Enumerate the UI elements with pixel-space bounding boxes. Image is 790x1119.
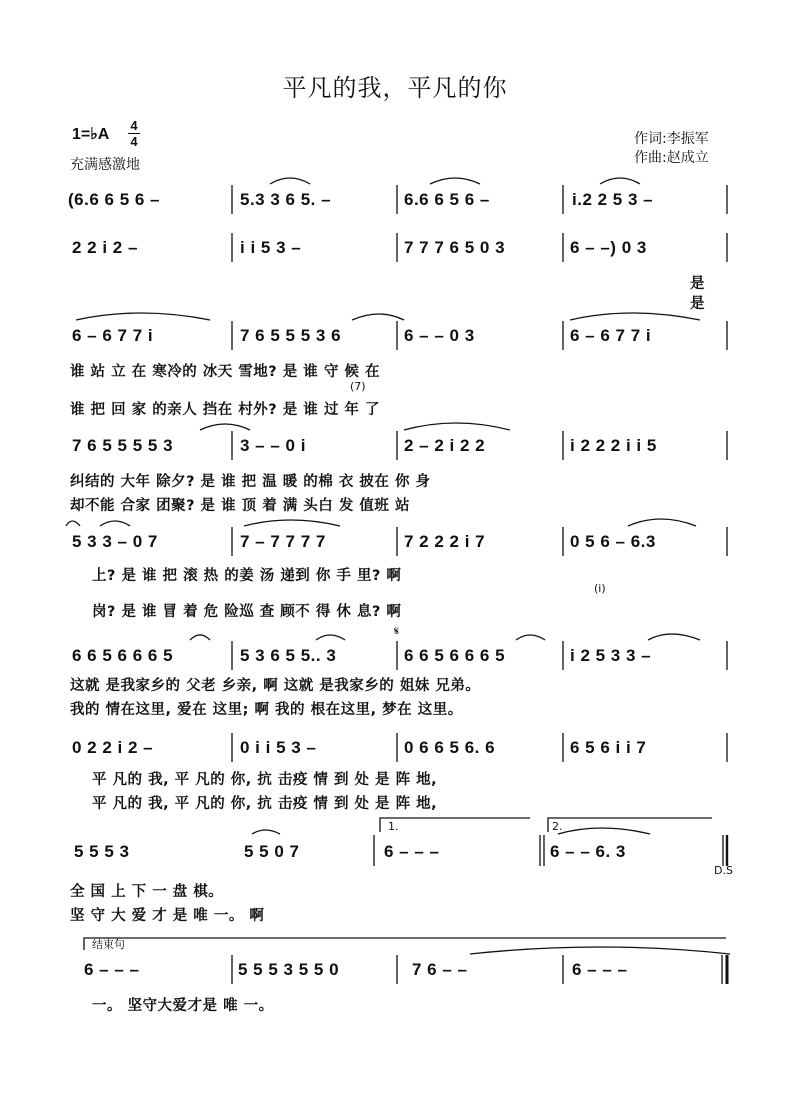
lyric-line-verse2: 却不能 合家 团聚? 是 谁 顶 着 满 头白 发 值班 站	[70, 498, 410, 514]
tie	[600, 178, 640, 184]
measure-notes: 6.6 6 5 6 –	[404, 190, 490, 209]
measure-notes: 2 – 2 i 2 2	[404, 436, 486, 455]
lyric-line-verse2: 谁 把 回 家 的亲人 挡在 村外? 是 谁 过 年 了	[70, 402, 380, 418]
coda-label: 结束句	[92, 938, 125, 951]
measure-notes: 6 – – –	[84, 960, 140, 979]
lyric-line-verse1: 上? 是 谁 把 滚 热 的姜 汤 递到 你 手 里? 啊	[92, 568, 402, 584]
measure-notes: 7 – 7 7 7 7	[240, 532, 326, 551]
measure-notes: 5 3 3 – 0 7	[72, 532, 158, 551]
tie	[352, 314, 404, 320]
measure-notes: 7 7 7 6 5 0 3	[404, 238, 506, 257]
measure-notes: 5 5 5 3 5 5 0	[238, 960, 340, 979]
measure-notes: 3 – – 0 i	[240, 436, 306, 455]
time-signature-top: 4	[130, 118, 138, 133]
measure-notes: i 2 2 2 i i 5	[570, 436, 657, 455]
slur	[404, 423, 510, 430]
lyric-line-verse1: 平 凡的 我, 平 凡的 你, 抗 击疫 情 到 处 是 阵 地,	[92, 772, 438, 788]
slur	[244, 520, 340, 526]
lyricist-credit: 作词:李振军	[634, 131, 709, 147]
measure-notes: 2 2 i 2 –	[72, 238, 138, 257]
tie	[516, 635, 545, 640]
measure-notes: 0 6 6 5 6. 6	[404, 738, 496, 757]
slur	[648, 634, 700, 640]
measure-notes: 7 6 5 5 5 5 3	[72, 436, 174, 455]
measure-notes: i 2 5 3 3 –	[570, 646, 652, 665]
ds-marking: D.S	[714, 864, 733, 877]
measure-notes: 6 – –) 0 3	[570, 238, 647, 257]
segno-icon: 𝄋	[394, 624, 400, 638]
volta-2-bracket	[548, 818, 712, 832]
slur	[558, 828, 650, 834]
slur	[470, 947, 730, 954]
measure-notes: 7 6 – –	[412, 960, 468, 979]
tie	[252, 830, 280, 834]
key-signature: 1=♭A	[72, 126, 110, 143]
lyric-pickup: 是	[690, 276, 705, 292]
measure-notes: 6 5 6 i i 7	[570, 738, 647, 757]
tie	[66, 521, 80, 526]
tie	[100, 521, 130, 526]
measure-notes: 6 – – 0 3	[404, 326, 475, 345]
measure-notes: 0 5 6 – 6.3	[570, 532, 656, 551]
lyric-line-verse2: 我的 情在这里, 爱在 这里; 啊 我的 根在这里, 梦在 这里。	[70, 702, 463, 718]
measure-notes: 5.3 3 6 5. –	[240, 190, 332, 209]
lyric-line-verse1: 纠结的 大年 除夕? 是 谁 把 温 暖 的棉 衣 披在 你 身	[70, 474, 431, 490]
lyric-line-verse1: 这就 是我家乡的 父老 乡亲, 啊 这就 是我家乡的 姐妹 兄弟。	[70, 678, 481, 694]
slur	[76, 313, 210, 320]
tie	[430, 178, 480, 184]
tie	[200, 424, 250, 430]
volta-1-bracket	[380, 818, 530, 832]
measure-notes: 6 6 5 6 6 6 5	[72, 646, 174, 665]
lyric-line-verse1: 谁 站 立 在 寒冷的 冰天 雪地? 是 谁 守 候 在	[70, 364, 380, 380]
time-signature	[128, 118, 140, 149]
measure-notes: 6 6 5 6 6 6 5	[404, 646, 506, 665]
tie	[190, 635, 210, 640]
volta-2-label: 2.	[552, 820, 563, 833]
measure-notes: 6 – – 6. 3	[550, 842, 626, 861]
expression-marking: 充满感激地	[70, 157, 140, 173]
measure-notes: 5 5 5 3	[74, 842, 130, 861]
measure-notes: 7 2 2 2 i 7	[404, 532, 486, 551]
measure-notes: 5 3 6 5 5.. 3	[240, 646, 337, 665]
composer-credit: 作曲:赵成立	[634, 150, 709, 166]
page-title: 平凡的我，平凡的你	[282, 74, 508, 102]
lyric-line-verse2: 岗? 是 谁 冒 着 危 险巡 查 顾不 得 休 息? 啊	[92, 604, 402, 620]
lyric-line-verse2: 坚 守 大 爱 才 是 唯 一。 啊	[70, 908, 265, 924]
time-signature-bottom: 4	[130, 134, 138, 149]
alternate-note: (i)	[594, 582, 606, 595]
measure-notes: 7 6 5 5 5 3 6	[240, 326, 342, 345]
measure-notes: 6 – 6 7 7 i	[72, 326, 154, 345]
measure-notes: 5 5 0 7	[244, 842, 300, 861]
coda-bracket	[84, 938, 726, 950]
measure-notes: i i 5 3 –	[240, 238, 302, 257]
measure-notes: (6.6 6 5 6 –	[68, 190, 161, 209]
lyric-line-coda: 一。 坚守大爱才是 唯 一。	[92, 998, 274, 1014]
slur	[570, 313, 700, 320]
measure-notes: 6 – – –	[572, 960, 628, 979]
lyric-line-verse1: 全 国 上 下 一 盘 棋。	[70, 884, 224, 900]
measure-notes: i.2 2 5 3 –	[572, 190, 654, 209]
lyric-pickup: 是	[690, 296, 705, 312]
measure-notes: 0 i i 5 3 –	[240, 738, 317, 757]
tie	[316, 635, 345, 640]
alternate-note: (7)	[350, 380, 366, 393]
lyric-line-verse2: 平 凡的 我, 平 凡的 你, 抗 击疫 情 到 处 是 阵 地,	[92, 796, 438, 812]
tie	[270, 178, 310, 184]
measure-notes: 0 2 2 i 2 –	[72, 738, 154, 757]
volta-1-label: 1.	[388, 820, 399, 833]
measure-notes: 6 – – –	[384, 842, 440, 861]
measure-notes: 6 – 6 7 7 i	[570, 326, 652, 345]
slur	[628, 519, 696, 526]
